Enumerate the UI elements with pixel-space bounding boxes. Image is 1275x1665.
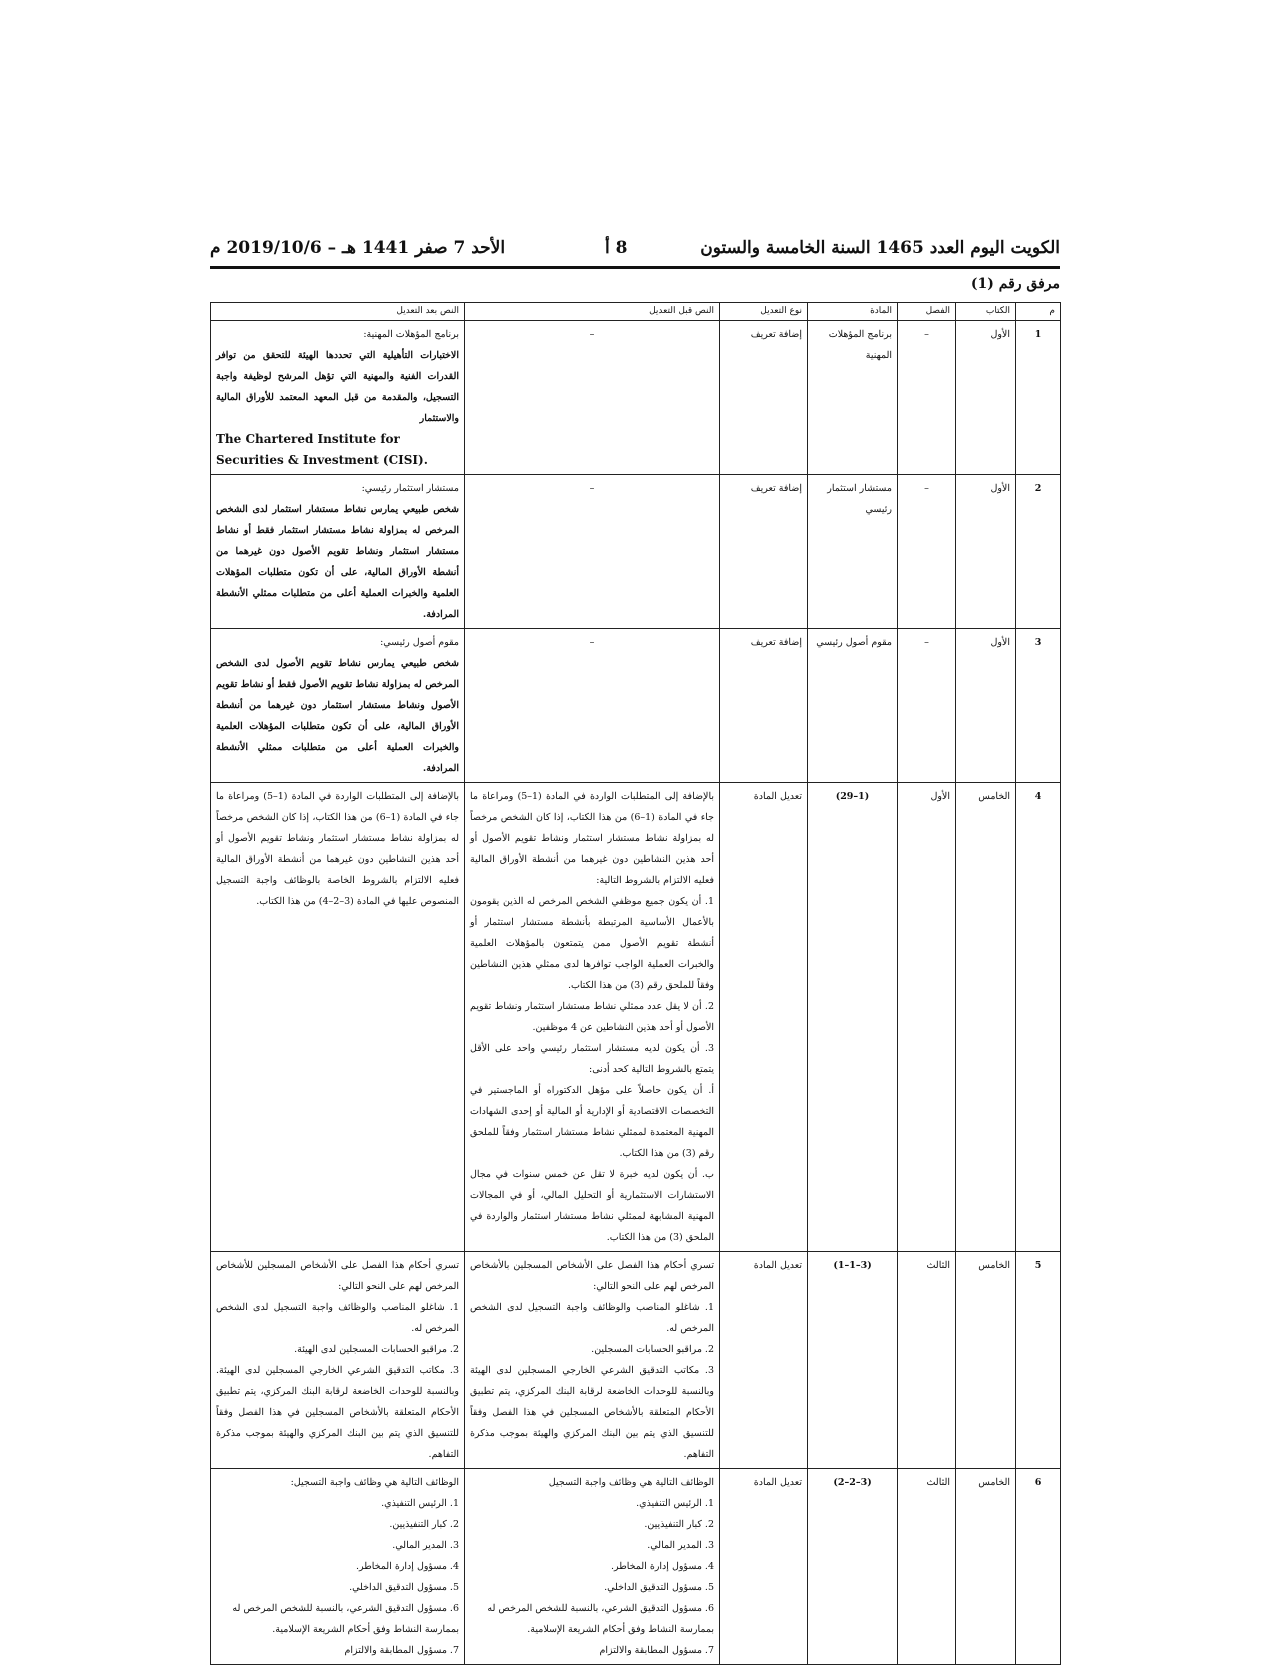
table-row — [211, 1252, 1061, 1469]
definition-latin-name: The Chartered Institute for Securities & Investment (CISI). — [216, 432, 428, 467]
row-amendment-type: إضافة تعريف — [720, 475, 808, 629]
row-text-before: – — [465, 475, 720, 629]
row-number: 4 — [1016, 783, 1061, 1252]
table-row — [211, 1469, 1061, 1665]
row-text-after — [211, 475, 465, 629]
table-row — [211, 321, 1061, 475]
text-paragraph: 2. كبار التنفيذيين. — [644, 1519, 714, 1530]
row-amendment-type: تعديل المادة — [720, 1252, 808, 1469]
row-article: مقوم أصول رئيسي — [808, 629, 898, 783]
attachment-label: مرفق رقم (1) — [970, 276, 1060, 292]
row-text-before: – — [465, 629, 720, 783]
table-row — [211, 783, 1061, 1252]
text-paragraph: 2. مراقبو الحسابات المسجلين. — [591, 1344, 714, 1355]
text-paragraph: 3. المدير المالي. — [647, 1540, 714, 1551]
row-book: الأول — [956, 321, 1016, 475]
row-number: 6 — [1016, 1469, 1061, 1665]
row-chapter: – — [898, 475, 956, 629]
row-article: مستشار استثمار رئيسي — [808, 475, 898, 629]
row-book: الخامس — [956, 783, 1016, 1252]
row-amendment-type: تعديل المادة — [720, 1469, 808, 1665]
row-book: الأول — [956, 475, 1016, 629]
row-text-before: – — [465, 321, 720, 475]
definition-title: مستشار استثمار رئيسي: — [361, 483, 459, 494]
text-paragraph: 1. الرئيس التنفيذي. — [381, 1498, 459, 1509]
row-chapter: الأول — [898, 783, 956, 1252]
text-paragraph: أ. أن يكون حاصلاً على مؤهل الدكتوراه أو الماجستير في التخصصات الاقتصادية أو الإدارية أو المالية أو إحدى الشهادات المهنية المعتمدة لممثلي نشاط مستشار استثمار وفقاً للملحق رقم (3) من هذا الكتاب. — [470, 1085, 714, 1159]
col-header-text-before: النص قبل التعديل — [465, 303, 720, 321]
row-text-after — [211, 1252, 465, 1469]
row-text-after — [211, 1469, 465, 1665]
text-paragraph: 7. مسؤول المطابقة والالتزام — [599, 1645, 714, 1656]
text-paragraph: 2. كبار التنفيذيين. — [389, 1519, 459, 1530]
definition-title: مقوم أصول رئيسي: — [380, 637, 459, 648]
row-chapter: – — [898, 321, 956, 475]
row-number: 5 — [1016, 1252, 1061, 1469]
text-paragraph: 3. المدير المالي. — [392, 1540, 459, 1551]
row-article: (3–1–1) — [808, 1252, 898, 1469]
col-header-amendment-type: نوع التعديل — [720, 303, 808, 321]
row-chapter: – — [898, 629, 956, 783]
text-paragraph: 1. شاغلو المناصب والوظائف واجبة التسجيل لدى الشخص المرخص له. — [470, 1302, 714, 1334]
header-issue-info: الكويت اليوم العدد 1465 السنة الخامسة والستون — [700, 238, 1060, 258]
row-text-after — [211, 629, 465, 783]
text-paragraph: تسري أحكام هذا الفصل على الأشخاص المسجلين للأشخاص المرخص لهم على النحو التالي: — [216, 1260, 459, 1292]
row-chapter: الثالث — [898, 1469, 956, 1665]
text-paragraph: 3. مكاتب التدقيق الشرعي الخارجي المسجلين لدى الهيئة وبالنسبة للوحدات الخاضعة لرقابة البنك المركزي، يتم تطبيق الأحكام المتعلقة بالأشخاص المسجلين في هذا الفصل وفقاً للتنسيق الذي يتم بين البنك المركزي والهيئة بموجب مذكرة التفاهم. — [470, 1365, 714, 1460]
header-rule — [210, 266, 1060, 269]
row-number: 1 — [1016, 321, 1061, 475]
row-text-before — [465, 783, 720, 1252]
text-paragraph: بالإضافة إلى المتطلبات الواردة في المادة (1–5) ومراعاة ما جاء في المادة (1–6) من هذا الكتاب، إذا كان الشخص مرخصاً له بمزاولة نشاط مستشار استثمار ونشاط تقويم الأصول أو أحد هذين النشاطين دون غيرهما من أنشطة الأوراق المالية فعليه الالتزام بالشروط التالية: — [470, 791, 715, 886]
col-header-number: م — [1016, 303, 1061, 321]
text-paragraph: الوظائف التالية هي وظائف واجبة التسجيل: — [290, 1477, 459, 1488]
row-amendment-type: إضافة تعريف — [720, 629, 808, 783]
row-chapter: الثالث — [898, 1252, 956, 1469]
page-header — [210, 238, 1060, 264]
table-header-row — [211, 303, 1061, 321]
row-article: برنامج المؤهلات المهنية — [808, 321, 898, 475]
row-book: الخامس — [956, 1252, 1016, 1469]
text-paragraph: 3. أن يكون لديه مستشار استثمار رئيسي واحد على الأقل يتمتع بالشروط التالية كحد أدنى: — [470, 1043, 714, 1075]
row-amendment-type: إضافة تعريف — [720, 321, 808, 475]
row-text-before — [465, 1252, 720, 1469]
text-paragraph: 5. مسؤول التدقيق الداخلي. — [349, 1582, 459, 1593]
col-header-text-after: النص بعد التعديل — [211, 303, 465, 321]
text-paragraph: 1. الرئيس التنفيذي. — [636, 1498, 714, 1509]
text-paragraph: 6. مسؤول التدقيق الشرعي، بالنسبة للشخص المرخص له بممارسة النشاط وفق أحكام الشريعة الإسلامية. — [487, 1603, 714, 1635]
definition-body: الاختبارات التأهيلية التي تحددها الهيئة للتحقق من توافر القدرات الفنية والمهنية التي تؤهل المرشح لوظيفة واجبة التسجيل، والمقدمة من قبل المعهد المعتمد للأوراق المالية والاستثمار — [216, 350, 459, 424]
col-header-chapter: الفصل — [898, 303, 956, 321]
text-paragraph: ب. أن يكون لديه خبرة لا تقل عن خمس سنوات في مجال الاستشارات الاستثمارية أو التحليل المالي، أو في المجالات المهنية المشابهة لممثلي نشاط مستشار استثمار والواردة في الملحق (3) من هذا الكتاب. — [470, 1169, 714, 1243]
definition-body: شخص طبيعي يمارس نشاط مستشار استثمار لدى الشخص المرخص له بمزاولة نشاط مستشار استثمار فقط أو نشاط مستشار استثمار ونشاط تقويم الأصول دون غيرهما من أنشطة الأوراق المالية، على أن تكون متطلبات المؤهلات العلمية والخبرات العملية أعلى من متطلبات ممثلي الأنشطة المرادفة. — [216, 504, 459, 620]
row-article: (1–29) — [808, 783, 898, 1252]
col-header-article: المادة — [808, 303, 898, 321]
text-paragraph: 2. مراقبو الحسابات المسجلين لدى الهيئة. — [294, 1344, 459, 1355]
text-paragraph: 3. مكاتب التدقيق الشرعي الخارجي المسجلين لدى الهيئة. وبالنسبة للوحدات الخاضعة لرقابة البنك المركزي، يتم تطبيق الأحكام المتعلقة بالأشخاص المسجلين في هذا الفصل وفقاً للتنسيق الذي يتم بين البنك المركزي والهيئة بموجب مذكرة التفاهم. — [216, 1365, 459, 1460]
amendments-table — [210, 302, 1061, 1665]
definition-title: برنامج المؤهلات المهنية: — [363, 329, 459, 340]
row-book: الأول — [956, 629, 1016, 783]
row-number: 2 — [1016, 475, 1061, 629]
text-paragraph: 4. مسؤول إدارة المخاطر. — [610, 1561, 714, 1572]
header-page-number: 8 أ — [605, 238, 628, 258]
table-row — [211, 629, 1061, 783]
text-paragraph: 2. أن لا يقل عدد ممثلي نشاط مستشار استثمار ونشاط تقويم الأصول أو أحد هذين النشاطين عن 4 موظفين. — [470, 1001, 714, 1033]
text-paragraph: 1. شاغلو المناصب والوظائف واجبة التسجيل لدى الشخص المرخص له. — [216, 1302, 459, 1334]
text-paragraph: 7. مسؤول المطابقة والالتزام — [344, 1645, 459, 1656]
row-book: الخامس — [956, 1469, 1016, 1665]
row-number: 3 — [1016, 629, 1061, 783]
header-date: الأحد 7 صفر 1441 هـ – 2019/10/6 م — [210, 238, 506, 258]
row-text-after — [211, 321, 465, 475]
text-paragraph: بالإضافة إلى المتطلبات الواردة في المادة (1–5) ومراعاة ما جاء في المادة (1–6) من هذا الكتاب، إذا كان الشخص مرخصاً له بمزاولة نشاط مستشار استثمار ونشاط تقويم الأصول أو أحد هذين النشاطين دون غيرهما من أنشطة الأوراق المالية فعليه الالتزام بالشروط الخاصة بالوظائف واجبة التسجيل المنصوص عليها في المادة (3–2–4) من هذا الكتاب. — [216, 791, 459, 907]
text-paragraph: 4. مسؤول إدارة المخاطر. — [355, 1561, 459, 1572]
row-text-before — [465, 1469, 720, 1665]
table-row — [211, 475, 1061, 629]
row-text-after — [211, 783, 465, 1252]
row-article: (3–2–2) — [808, 1469, 898, 1665]
text-paragraph: الوظائف التالية هي وظائف واجبة التسجيل — [548, 1477, 714, 1488]
row-amendment-type: تعديل المادة — [720, 783, 808, 1252]
text-paragraph: 1. أن يكون جميع موظفي الشخص المرخص له الذين يقومون بالأعمال الأساسية المرتبطة بأنشطة مستشار استثمار أو أنشطة تقويم الأصول ممن يتمتعون بالمؤهلات العلمية والخبرات العملية الواجب توافرها لدى ممثلي هذين النشاطين وفقاً للملحق رقم (3) من هذا الكتاب. — [470, 896, 714, 991]
text-paragraph: تسري أحكام هذا الفصل على الأشخاص المسجلين بالأشخاص المرخص لهم على النحو التالي: — [470, 1260, 714, 1292]
text-paragraph: 5. مسؤول التدقيق الداخلي. — [604, 1582, 714, 1593]
text-paragraph: 6. مسؤول التدقيق الشرعي، بالنسبة للشخص المرخص له بممارسة النشاط وفق أحكام الشريعة الإسلامية. — [232, 1603, 459, 1635]
definition-body: شخص طبيعي يمارس نشاط تقويم الأصول لدى الشخص المرخص له بمزاولة نشاط تقويم الأصول فقط أو نشاط تقويم الأصول ونشاط مستشار استثمار دون غيرهما من أنشطة الأوراق المالية، على أن تكون متطلبات المؤهلات العلمية والخبرات العملية أعلى من متطلبات ممثلي الأنشطة المرادفة. — [216, 658, 459, 774]
col-header-book: الكتاب — [956, 303, 1016, 321]
